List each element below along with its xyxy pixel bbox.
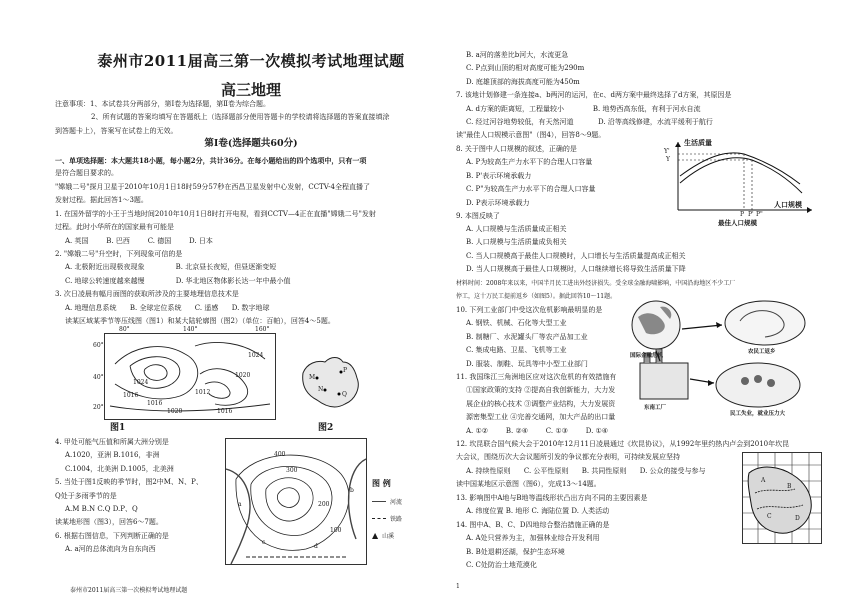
region-label: C xyxy=(767,513,772,520)
isobar-label: 1020 xyxy=(167,408,183,415)
options-line: 展企业的核心技术 ③调整产业结构，大力发展资 xyxy=(466,399,616,408)
question-8: 8. 关于图中人口规模的叙述，正确的是 xyxy=(456,145,577,153)
map-label: b xyxy=(350,487,354,494)
options-line: A. 纬度位置 B. 地形 C. 海陆位置 D. 人类活动 xyxy=(466,507,610,516)
question-12-line: 12. 坎昆联合国气候大会于2010年12月11日凌晨通过《坎昆协议》，从1992年里约热内卢会到2010年坎昆 xyxy=(456,440,790,448)
options-line: B. 制糖厂、水泥罐头厂等农产品加工业 xyxy=(466,332,588,341)
legend-label: 河流 xyxy=(390,499,403,506)
isobar-label: 1016 xyxy=(217,408,233,415)
lon-label: 80° xyxy=(119,326,130,333)
section-heading: 第Ⅰ卷(选择题共60分) xyxy=(204,138,298,149)
options-line: A. a河的总体流向为自东向西 xyxy=(65,545,156,554)
options-line: C. P点到山顶的相对高度可能为290m xyxy=(466,64,585,73)
options-line: C. 当人口规模高于最佳人口规模时，人口增长与生活质量提高成正相关 xyxy=(466,251,686,260)
figure-6-region-map xyxy=(742,452,822,544)
options-line: D. P表示环境承载力 xyxy=(466,198,530,207)
region-label: D xyxy=(795,515,800,522)
page-footer: 泰州市2011届高三第一次模拟考试地理试题 xyxy=(70,587,188,594)
question-14: 14. 图中A、B、C、D四地综合整治措施正确的是 xyxy=(456,520,610,529)
point-label: P xyxy=(343,367,348,374)
figure-3-legend xyxy=(372,478,427,540)
options-line: C. P"为较高生产力水平下的合理人口容量 xyxy=(466,185,596,194)
questions-10-11 xyxy=(456,304,631,438)
page-subtitle: 高三地理 xyxy=(220,81,281,99)
diagram-caption: 东南工厂 xyxy=(644,405,667,411)
options-line: C. 地球公转速度越来越慢 D. 华北地区物体影长达一年中最小值 xyxy=(65,276,291,285)
text-line: 过程。此时小华所在的国家最有可能是 xyxy=(55,223,174,232)
question-2: 2. "嫦娥二号"升空时，下列现象可信的是 xyxy=(55,250,183,259)
point-label: N xyxy=(318,386,324,393)
options-line: A. 持续性原则 C. 公平性原则 B. 共同性原则 D. 公众的接受与参与 xyxy=(466,466,706,475)
contour-label: 300 xyxy=(286,467,298,474)
point-label: M xyxy=(309,374,316,381)
question-3: 3. 次日凌晨有幅月面图的获取所涉及的主要地理信息技术是 xyxy=(55,290,239,299)
options-line: C. 经过河谷地势较低，有天然河道 D. 沿等高线修建，水流平缓利于航行 xyxy=(466,118,713,127)
question-10: 10. 下列工业部门中受这次危机影响最明显的是 xyxy=(456,306,603,314)
map-label: c xyxy=(262,539,266,546)
page-title: 泰州市2011届高三第一次模拟考试地理试题 xyxy=(97,52,405,70)
legend-item xyxy=(372,514,427,523)
question-1: 1. 在国外留学的小王于当地时间2010年10月1日8时打开电视，看到CCTV—4正在直播"嫦娥二号"发射 xyxy=(55,209,376,218)
figure-5-crisis-diagram xyxy=(630,295,826,425)
continent-svg xyxy=(295,348,365,418)
chart-sublabel: 最佳人口规模 xyxy=(718,219,757,227)
options-line: A.1020，亚洲 B.1016，非洲 xyxy=(65,451,160,460)
text-line: 大会议，围绕历次大会议题所引发的争议都充分表明，可持续发展应坚持 xyxy=(456,453,680,462)
options-line: A. P为较高生产力水平下的合理人口容量 xyxy=(466,158,593,167)
x-mark: P xyxy=(740,211,745,218)
questions-4-6 xyxy=(55,436,225,557)
lat-label: 20° xyxy=(93,404,104,411)
figure-3-topo-map xyxy=(225,438,367,565)
x-mark: P" xyxy=(756,211,763,218)
legend-title: 图 例 xyxy=(372,478,391,488)
figure-4-population-chart xyxy=(662,138,820,226)
questions-8-9 xyxy=(456,143,656,223)
options-line: A. 人口规模与生活质量成正相关 xyxy=(466,225,567,233)
chart-xlabel: 人口规模 xyxy=(774,200,802,209)
question-9: 9. 本图反映了 xyxy=(456,212,500,221)
options-line: A.M B.N C.Q D.P、Q xyxy=(65,505,138,514)
point-label: Q xyxy=(342,391,347,398)
region-label: A xyxy=(761,477,766,484)
notes-block xyxy=(55,98,447,138)
isobar-label: 1024 xyxy=(248,352,264,359)
railway-icon xyxy=(372,518,386,519)
map-label: d xyxy=(314,543,318,550)
question-7: 7. 该地计划修建一条连接a、b两河的运河，在c、d两方案中最终选择了d方案，其原因是 xyxy=(456,91,732,100)
legend-label: 铁路 xyxy=(390,516,403,523)
options-line: D. 服装、制鞋、玩具等中小型工业部门 xyxy=(466,359,588,368)
options-line: A. 北极附近出现极夜现象 B. 北京昼长夜短，但昼逐渐变短 xyxy=(65,263,277,272)
options-line: D. 当人口规模高于最佳人口规模时，人口继续增长将导致生活质量下降 xyxy=(466,265,686,274)
page-number: 1 xyxy=(456,583,460,590)
questions-6-9 xyxy=(456,49,826,143)
isobar-label: 1016 xyxy=(123,392,139,399)
y-mark: Y' xyxy=(664,148,670,155)
options-line: A. 地理信息系统 B. 全球定位系统 C. 遥感 D. 数字地球 xyxy=(65,303,270,312)
part-heading: 一、单项选择题：本大题共18小题，每小题2分，共计36分。在每小题给出的四个选项中，只有一项 xyxy=(55,156,367,165)
topo-svg xyxy=(226,439,366,564)
question-9-options xyxy=(456,223,826,303)
questions-13-14 xyxy=(456,492,726,572)
lon-label: 160° xyxy=(255,326,270,333)
question-11: 11. 我国珠江三角洲地区应对这次危机的有效措施有 xyxy=(456,373,617,382)
legend-item xyxy=(372,497,427,506)
options-line: 源密集型工业 ④完善交通网，加大产品的出口量 xyxy=(466,413,616,422)
diagram-caption: 农民工返乡 xyxy=(748,349,776,355)
options-line: ①国家政策的支持 ②提高自我创新能力，大力发 xyxy=(466,386,616,395)
y-mark: Y xyxy=(666,156,670,163)
legend-item xyxy=(372,531,427,540)
diagram-caption: 国际金融危机 xyxy=(630,353,664,359)
options-line: A. d方案的距离短，工程量较小 B. 地势西高东低，有利于河水自流 xyxy=(466,104,701,113)
text-line: 读"最佳人口规模示意图"（图4），回答8～9题。 xyxy=(456,131,606,140)
chart-ylabel: 生活质量 xyxy=(684,138,712,147)
material-line: 停工，这十万民工提前返乡（如图5）。据此回答10～11题。 xyxy=(456,293,617,301)
legend-label: 山溪 xyxy=(382,533,395,540)
text-line: "嫦娥二号"探月卫星于2010年10月1日18时59分57秒在西昌卫星发射中心发射，CCTV-4全程直播了 xyxy=(55,183,370,191)
note-line: 注意事项：1、本试卷共分两部分，第Ⅰ卷为选择题，第Ⅱ卷为综合题。 xyxy=(55,100,270,108)
options-line: B. 人口规模与生活质量成负相关 xyxy=(466,238,567,247)
question-6: 6. 根据右图信息，下列判断正确的是 xyxy=(55,531,169,540)
figure-1-isobar-map xyxy=(93,326,276,420)
river-icon xyxy=(372,501,386,502)
options-line: B. a河的落差比b河大，水流更急 xyxy=(466,51,569,59)
options-line: C.1004，北美洲 D.1005，北美洲 xyxy=(65,464,174,473)
material-line: 材料时间：2008年来以来，中国半月民工进出外经济损失。受全球金融海啸影响，中国沿海地区不少工厂 xyxy=(456,279,736,287)
figure-1-label: 图1 xyxy=(110,423,126,433)
text-line: 读某地形图（图3），回答6～7题。 xyxy=(55,518,163,527)
question-5: 5. 当处于图1反映的季节时，图2中M、N、P、 xyxy=(55,478,203,487)
isobar-label: 1020 xyxy=(235,372,251,379)
text-line: 读中国某地区示意图（图6），完成13～14题。 xyxy=(456,480,601,489)
question-13: 13. 影响图中A地与B地等温线形状凸出方向不同的主要因素是 xyxy=(456,494,648,502)
contour-label: 400 xyxy=(274,451,286,458)
figure-2-continent xyxy=(295,348,365,418)
options-line: A. A处只营养为主，加强林业综合开发利用 xyxy=(466,534,600,543)
text-line: Q处于多雨季节的是 xyxy=(55,491,117,500)
options-line: C. C处防治土地荒漠化 xyxy=(466,561,537,570)
region-svg xyxy=(743,453,821,543)
note-line: 2、所有试题的答案均填写在答题纸上（选择题部分使用答题卡的学校请将选择题的答案直接填涂 xyxy=(91,113,390,122)
text-line: 读某区域某季节等压线图（图1）和某大陆轮廓图（图2）（单位：百帕），回答4～5题。 xyxy=(65,317,335,326)
questions-1-3 xyxy=(55,181,447,328)
options-line: B. B处退耕还湖，保护生态环境 xyxy=(466,547,565,556)
diagram-caption: 民工失业，就业压力大 xyxy=(730,411,786,417)
contour-label: 100 xyxy=(330,527,342,534)
x-mark: P' xyxy=(748,211,754,218)
region-label: B xyxy=(787,483,792,490)
note-line: 到答题卡上），答案写在试卷上的无效。 xyxy=(55,126,178,135)
text-line: 发射过程。据此回答1～3题。 xyxy=(55,196,148,205)
contour-label: 200 xyxy=(318,501,330,508)
isobar-label: 1016 xyxy=(147,400,163,407)
map-label: a xyxy=(238,501,242,508)
lon-label: 140° xyxy=(183,326,198,333)
options-line: D. 庭雄顶部的海拔高度可能为450m xyxy=(466,77,580,86)
options-line: A. 英国 B. 巴西 C. 德国 D. 日本 xyxy=(65,236,213,245)
isobar-label: 1012 xyxy=(195,389,211,396)
lat-label: 60° xyxy=(93,342,104,349)
mountain-icon: ▲ xyxy=(372,531,379,540)
options-line: A. ①② B. ②④ C. ①③ D. ①④ xyxy=(466,426,609,435)
isobar-label: 1024 xyxy=(133,379,149,386)
lat-label: 40° xyxy=(93,374,104,381)
question-4: 4. 甲处可能气压值和所属大洲分别是 xyxy=(55,438,169,446)
figure-2-label: 图2 xyxy=(318,423,334,433)
options-line: C. 集成电路、卫星、飞机等工业 xyxy=(466,346,567,355)
options-line: A. 钢铁、机械、石化等大型工业 xyxy=(466,319,567,328)
options-line: B. P'表示环境承载力 xyxy=(466,171,532,180)
part-heading-tail: 是符合题目要求的。 xyxy=(55,169,118,178)
